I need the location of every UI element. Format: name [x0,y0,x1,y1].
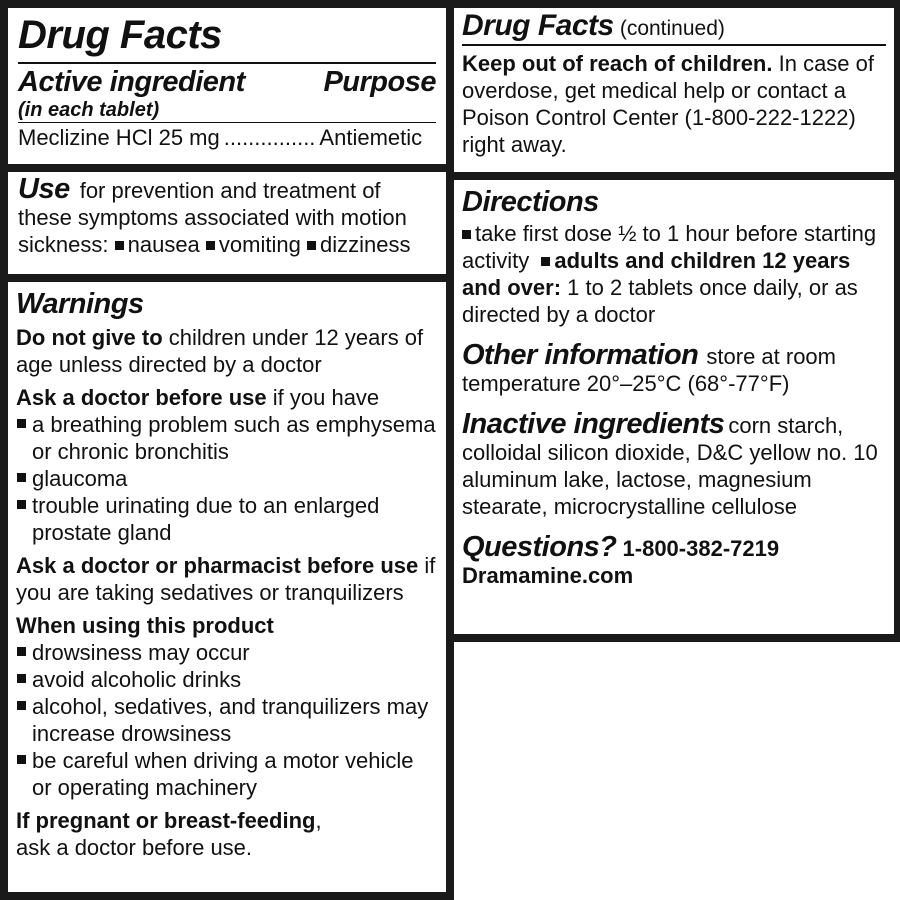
directions-panel [454,180,894,634]
continued-label: (continued) [619,17,725,40]
when-using-item: be careful when driving a motor vehicle or operating machinery [16,747,436,801]
blank-area [454,642,900,900]
when-using-heading: When using this product [16,613,274,638]
when-using-item: alcohol, sedatives, and tranquilizers may increase drowsiness [16,693,436,747]
symptom-vomiting: vomiting [206,232,301,257]
drug-facts-continued-title: Drug Facts [462,9,614,42]
questions: Questions? 1-800-382-7219 [462,531,780,563]
other-information: Other information store at room temperature 20°–25°C (68°-77°F) [462,339,836,396]
dot-leader: ............... [223,125,316,150]
when-using-item: avoid alcoholic drinks [16,666,436,693]
drug-facts-title: Drug Facts [18,12,436,64]
keep-out-of-reach: Keep out of reach of children. In case of overdose, get medical help or contact a Poison Control Center (1-800-222-1222) right away. [462,51,874,157]
directions-heading: Directions [462,186,599,218]
website-link[interactable]: Dramamine.com [462,563,634,588]
ask-doctor-warning: Ask a doctor before use if you have [16,385,380,410]
ask-pharmacist-warning: Ask a doctor or pharmacist before use if you are taking sedatives or tranquilizers [16,553,436,605]
continued-panel [454,8,894,172]
use-text: for prevention and treatment of these symptoms associated with motion sickness: [18,178,407,257]
questions-phone: 1-800-382-7219 [622,536,780,561]
per-unit-label: (in each tablet) [18,99,160,121]
ask-doctor-item: a breathing problem such as emphysema or chronic bronchitis [16,411,436,465]
inactive-ingredients: Inactive ingredients corn starch, colloidal silicon dioxide, D&C yellow no. 10 aluminum lake, lactose, magnesium stearate, microcrystalline cellulose [462,408,878,519]
warnings-panel [8,282,446,892]
purpose-value: Antiemetic [319,125,423,150]
use-panel [8,172,446,274]
symptom-dizziness: dizziness [307,232,410,257]
do-not-give-warning: Do not give to children under 12 years of age unless directed by a doctor [16,325,424,377]
ask-doctor-item: glaucoma [16,465,436,492]
purpose-heading: Purpose [323,66,436,98]
use-heading: Use [18,173,70,205]
directions-text: take first dose ½ to 1 hour before starting activity adults and children 12 years and over: 1 to 2 tablets once daily, or as directed by a doctor [462,221,877,327]
warnings-heading: Warnings [16,288,144,320]
symptom-nausea: nausea [115,232,200,257]
ask-doctor-item: trouble urinating due to an enlarged prostate gland [16,492,436,546]
active-ingredient: Meclizine HCl 25 mg [18,125,220,150]
active-ingredient-panel [8,8,446,164]
active-ingredient-heading: Active ingredient [18,66,245,98]
when-using-item: drowsiness may occur [16,639,436,666]
pregnant-warning: If pregnant or breast-feeding, ask a doctor before use. [16,808,322,860]
